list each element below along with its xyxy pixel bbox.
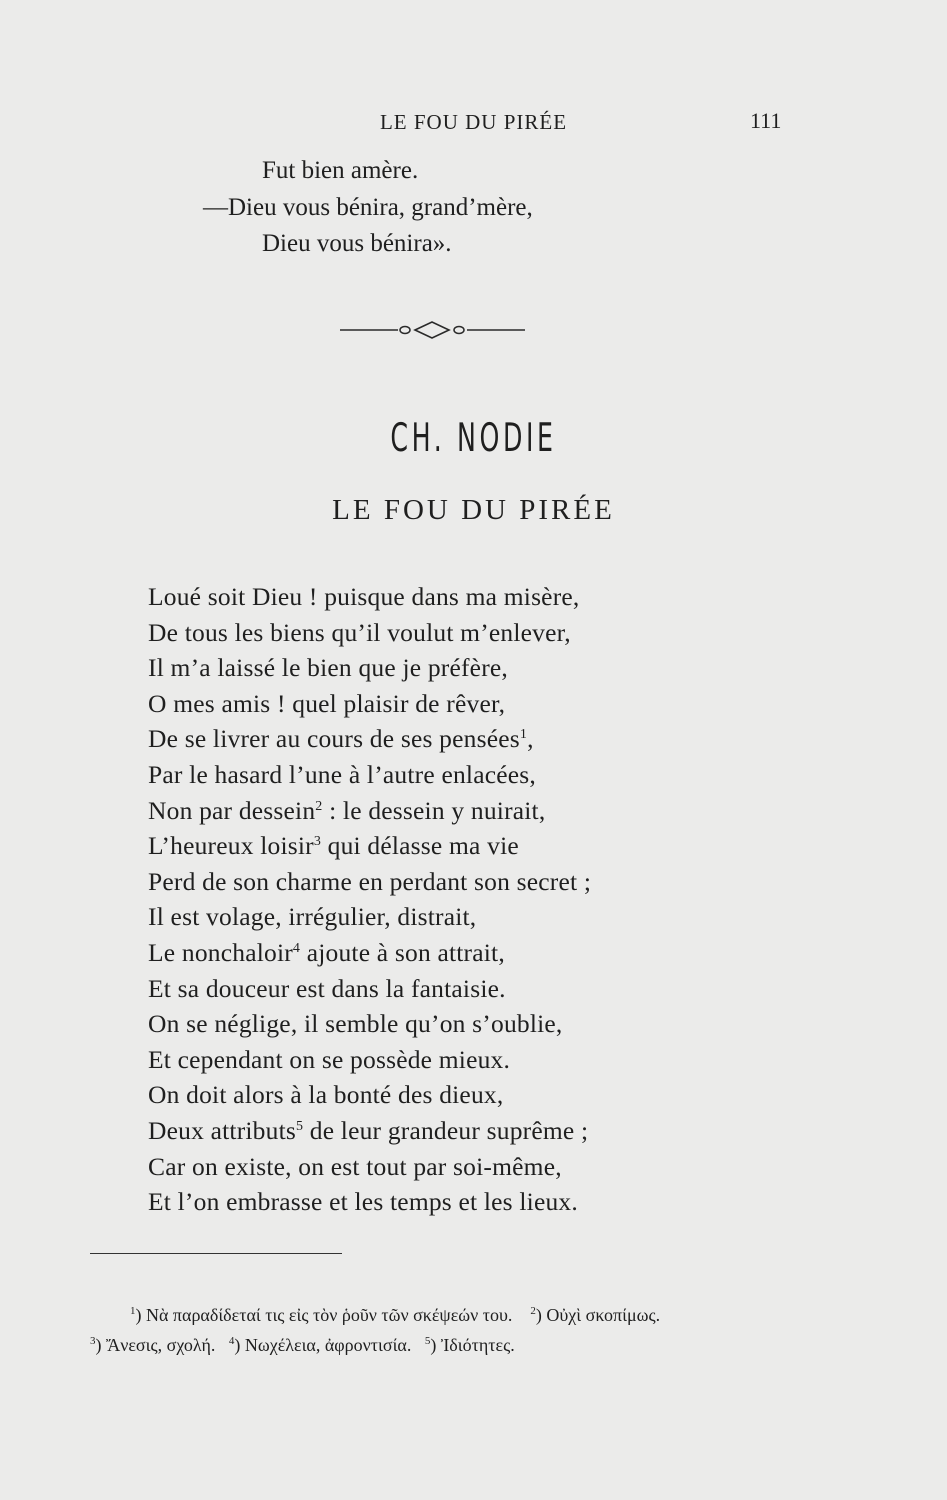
poem-line — [148, 935, 591, 971]
poem-line: Car on existe, on est tout par soi-même, — [148, 1151, 562, 1181]
poem-line: On doit alors à la bonté des dieux, — [148, 1080, 504, 1110]
poem-line: Il m’a laissé le bien que je préfère, — [148, 653, 508, 683]
footnote-text: Ἰδιότητες. — [440, 1335, 515, 1355]
poem-title: LE FOU DU PIRÉE — [332, 494, 615, 526]
running-title: LE FOU DU PIRÉE — [379, 110, 568, 134]
page-number: 111 — [750, 108, 782, 133]
opening-line-3: Dieu vous bénira». — [262, 230, 452, 257]
poem-line-text: de leur grandeur suprême ; — [303, 1115, 589, 1145]
ornament-divider — [340, 318, 525, 342]
footnote-line: $^1$) Νὰ παραδίδεταί τις εἰς τὸν ῥοῦν τῶν σκέψεών του. $^2$) Οὐχὶ σκοπίμως. — [130, 1305, 661, 1325]
poem-line: On se néglige, il semble qu’on s’oublie, — [148, 1009, 563, 1039]
poem-line — [148, 793, 591, 829]
footnote-reference: 3 — [313, 834, 322, 850]
poem-line: Et sa douceur est dans la fantaisie. — [148, 973, 506, 1003]
poem-line-text: : le dessein y nuirait, — [322, 795, 546, 825]
footnote-reference: 2 — [315, 798, 323, 814]
poem-line: Il est volage, irrégulier, distrait, — [148, 902, 477, 932]
footnote-text: Νὰ παραδίδεταί τις εἰς τὸν ῥοῦν τῶν σκέψεών του. — [146, 1305, 513, 1325]
opening-line-1: Fut bien amère. — [262, 157, 419, 184]
poem-body — [148, 579, 591, 1220]
poem-line-text: De se livrer au cours de ses pensées — [148, 724, 520, 754]
poem-line — [148, 828, 591, 864]
footnote-marker: 1 — [130, 1305, 136, 1317]
poem-line-text: ajoute à son attrait, — [300, 937, 505, 967]
footnote-reference: 1 — [519, 727, 528, 743]
poem-line: O mes amis ! quel plaisir de rêver, — [148, 688, 506, 718]
poem-line: Loué soit Dieu ! puisque dans ma misère, — [148, 582, 580, 611]
footnote-reference: 5 — [295, 1118, 304, 1134]
poem-line: Perd de son charme en perdant son secret ; — [148, 866, 592, 896]
author-name: CH. NODIE — [390, 416, 557, 461]
footnote-text: Νωχέλεια, ἀφροντισία. — [244, 1335, 412, 1355]
footnote-line: $^3$) Ἄνεσις, σχολή. $^4$) Νωχέλεια, ἀφροντισία. $^5$) Ἰδιότητες. — [90, 1335, 515, 1355]
opening-line-2: —Dieu vous bénira, grand’mère, — [203, 194, 533, 221]
footnote-reference: 4 — [292, 940, 301, 956]
poem-line: Et cependant on se possède mieux. — [148, 1044, 511, 1074]
poem-line: Par le hasard l’une à l’autre enlacées, — [148, 759, 536, 789]
footnote-marker: 2 — [530, 1305, 536, 1317]
poem-line — [148, 1113, 591, 1149]
poem-line-text: Le nonchaloir — [148, 937, 293, 967]
poem-line — [148, 721, 591, 757]
poem-line-text: L’heureux loisir — [148, 831, 314, 861]
footnote-rule — [90, 1253, 342, 1254]
poem-line: Et l’on embrasse et les temps et les lieux. — [148, 1187, 578, 1217]
footnote-marker: 4 — [228, 1335, 235, 1347]
footnote-text: Οὐχὶ σκοπίμως. — [546, 1305, 661, 1325]
poem-line-text: Non par dessein — [148, 795, 316, 825]
poem-line-text: qui délasse ma vie — [321, 831, 519, 861]
footnote-marker: 3 — [90, 1335, 96, 1347]
footnote-text: Ἄνεσις, σχολή. — [106, 1335, 216, 1355]
poem-line: De tous les biens qu’il voulut m’enlever, — [148, 617, 571, 647]
poem-line-text: , — [527, 724, 534, 754]
poem-line-text: Deux attributs — [148, 1115, 296, 1145]
footnotes — [90, 1300, 850, 1360]
footnote-marker: 5 — [424, 1335, 431, 1347]
